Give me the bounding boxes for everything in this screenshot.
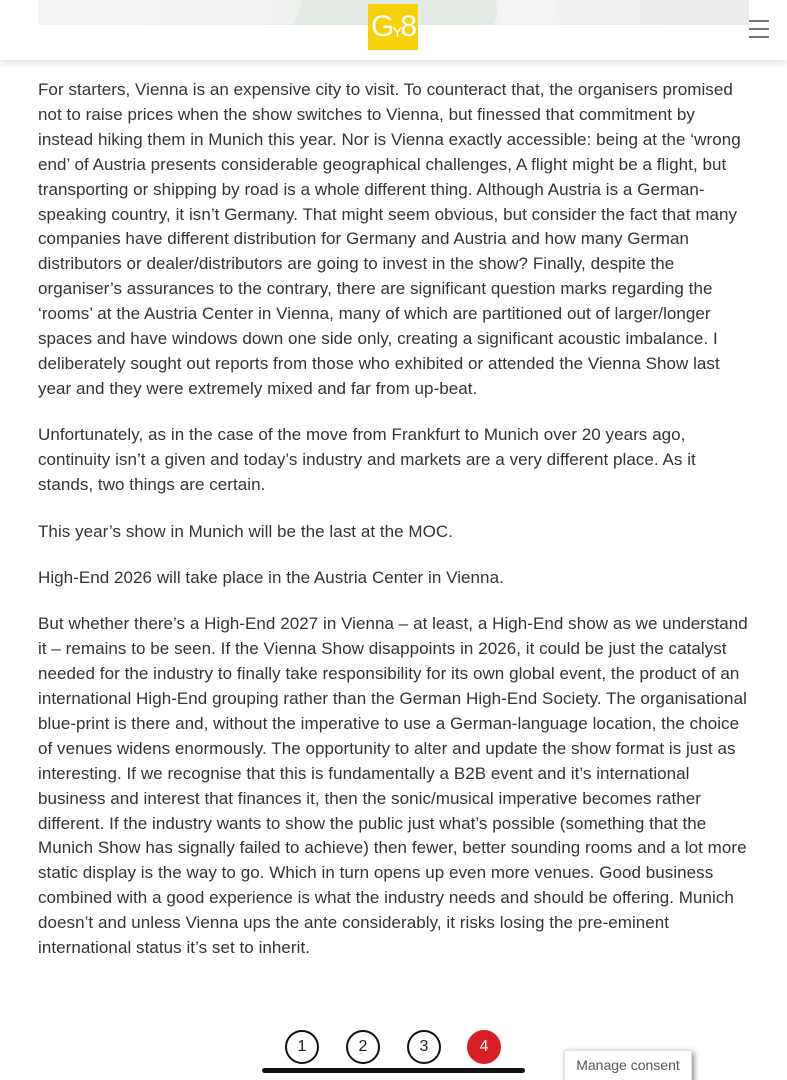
article-body: [38, 78, 753, 983]
article-paragraph: But whether there’s a High-End 2027 in Vienna – at least, a High-End show as we understand it – remains to be seen. If the Vienna Show disappoints in 2026, it could be just the catalyst needed for the industry to finally take responsibility for its own global event, the product of an international High-End grouping rather than the German High-End Society. The organisational blue-print is there and, without the imperative to use a German-language location, the choice of venues widens enormously. The opportunity to alter and update the show format is just as interesting. If we recognise that this is fundamentally a B2B event and it’s international business and interest that finances it, then the sonic/musical imperative becomes rather different. If the industry wants to show the public just what’s possible (something that the Munich Show has signally failed to achieve) then fewer, better sounding rooms and a lot more static display is the way to go. Which in turn opens up even more venues. Good business combined with a good experience is what the industry needs and should be offering. Munich doesn’t and unless Vienna ups the ante considerably, it risks losing the pre-eminent international status it’s set to inherit.: [38, 614, 748, 958]
logo-letter-y: Y: [392, 24, 401, 41]
page-link-2[interactable]: 2: [346, 1030, 380, 1064]
article-paragraph: High-End 2026 will take place in the Austria Center in Vienna.: [38, 567, 504, 587]
site-logo[interactable]: [368, 4, 418, 50]
page-link-3[interactable]: 3: [407, 1030, 441, 1064]
article-paragraph: Unfortunately, as in the case of the move from Frankfurt to Munich over 20 years ago, continuity isn’t a given and today’s industry and markets are a very different place. As it stands, two things are certain.: [38, 425, 696, 495]
hamburger-icon-line: [749, 28, 769, 30]
article-paragraph: This year’s show in Munich will be the last at the MOC.: [38, 521, 454, 541]
logo-digit-8: 8: [400, 10, 416, 43]
logo-letter-g: G: [370, 10, 393, 43]
hamburger-icon-line: [749, 20, 769, 22]
manage-consent-button[interactable]: Manage consent: [564, 1050, 692, 1080]
article-paragraph: For starters, Vienna is an expensive city to visit. To counteract that, the organisers promised not to raise prices when the show switches to Vienna, but finessed that commitment by instead hiking them in Munich this year. Nor is Vienna exactly accessible: being at the ‘wrong end’ of Austria presents considerable geographical challenges, A flight might be a flight, but transporting or shipping by road is a whole different thing. Although Austria is a German-speaking country, it isn’t Germany. That might seem obvious, but consider the fact that many companies have different distribution for Germany and Austria and how many German distributors or dealer/distributors are going to invest in the show? Finally, despite the organiser’s assurances to the contrary, there are significant question marks regarding the ‘rooms’ at the Austria Center in Vienna, many of which are partitioned out of larger/longer spaces and have windows down one side only, creating a significant acoustic imbalance. I deliberately sought out reports from those who exhibited or attended the Vienna Show last year and they were extremely mixed and far from up-beat.: [38, 80, 741, 398]
pagination-underline: [262, 1068, 525, 1073]
hero-image-shape: [496, 0, 560, 25]
pagination: [262, 1030, 525, 1074]
hamburger-menu-button[interactable]: [748, 19, 772, 39]
hamburger-icon-line: [749, 36, 769, 38]
page-link-1[interactable]: 1: [285, 1030, 319, 1064]
page-link-4-current[interactable]: 4: [467, 1030, 501, 1064]
